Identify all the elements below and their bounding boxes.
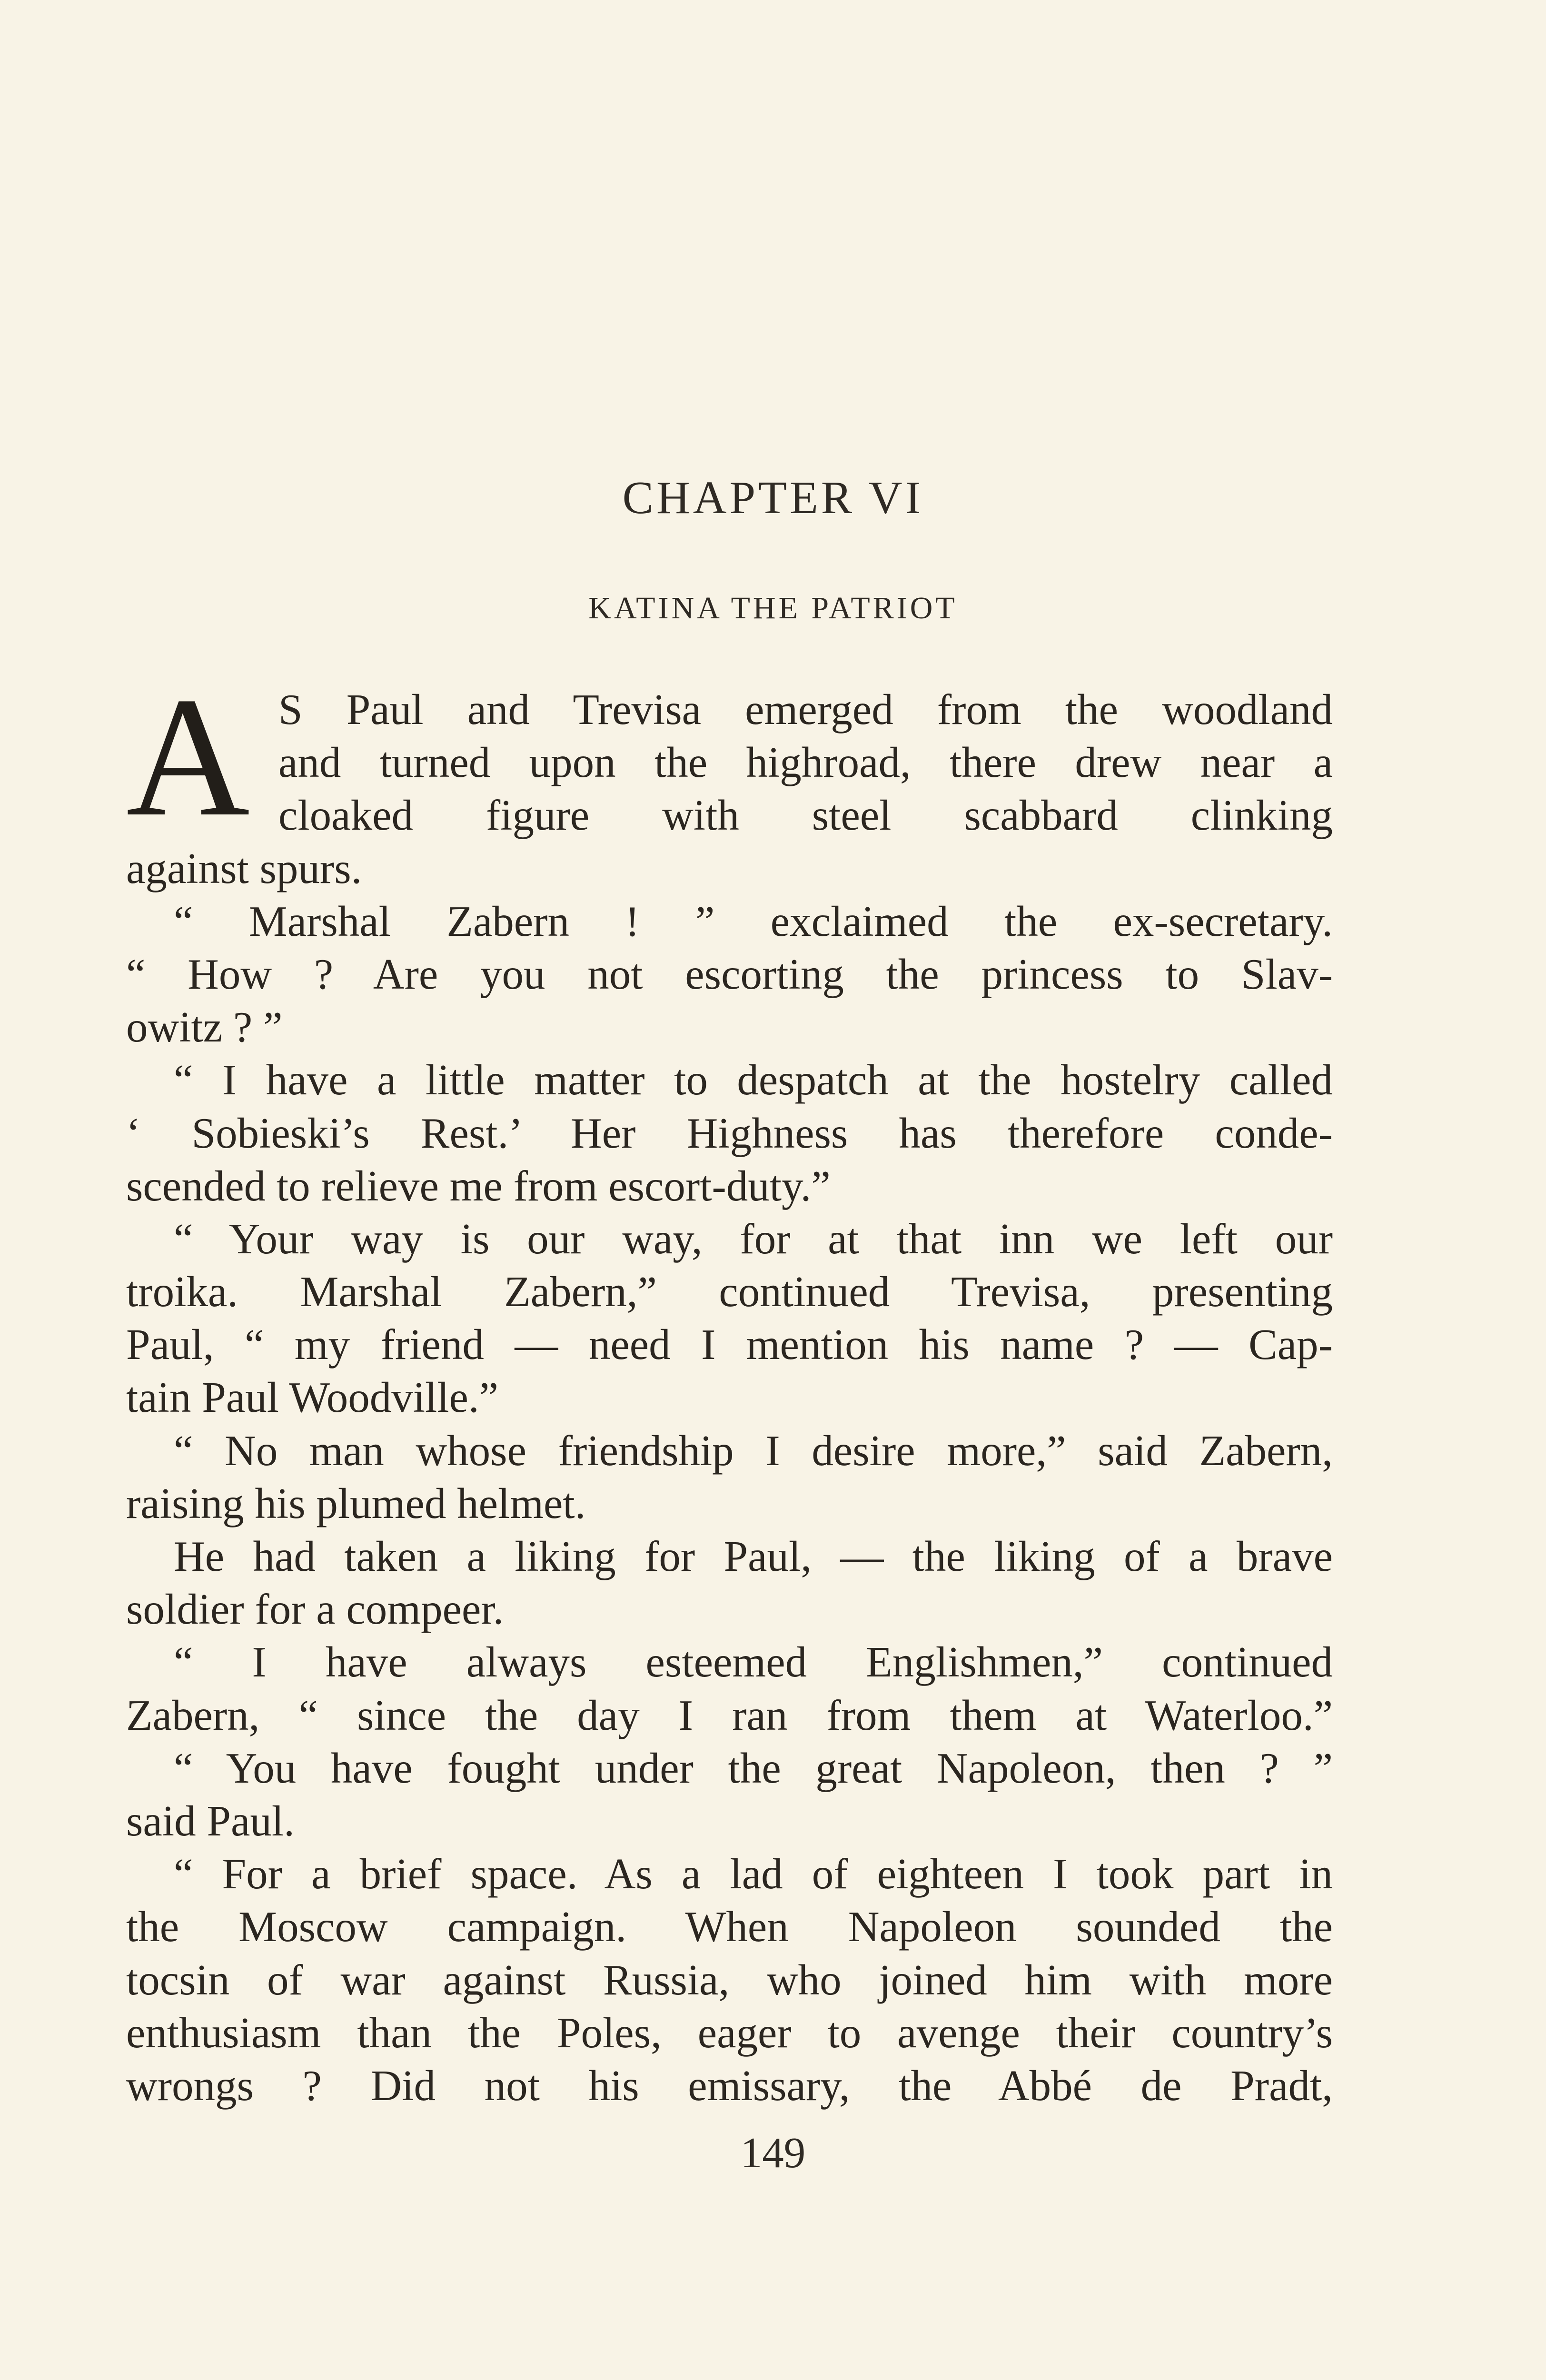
text-line: against spurs. bbox=[126, 844, 362, 892]
text-line: Paul, “ my friend — need I mention his name ? — Cap- bbox=[126, 1320, 1333, 1369]
text-line: the Moscow campaign. When Napoleon sounded the bbox=[126, 1903, 1333, 1951]
body-text bbox=[126, 683, 1333, 2112]
drop-cap: A bbox=[126, 662, 250, 852]
text-line: “ Marshal Zabern ! ” exclaimed the ex-secretary. bbox=[174, 897, 1333, 945]
text-line: scended to relieve me from escort-duty.” bbox=[126, 1161, 831, 1210]
text-line: and turned upon the highroad, there drew near a bbox=[278, 738, 1333, 787]
text-line: soldier for a compeer. bbox=[126, 1585, 504, 1634]
text-line: “ No man whose friendship I desire more,” said Zabern, bbox=[174, 1426, 1333, 1475]
text-line: raising his plumed helmet. bbox=[126, 1479, 586, 1527]
text-line: “ For a brief space. As a lad of eighteen I took part in bbox=[174, 1850, 1333, 1898]
text-line: S Paul and Trevisa emerged from the woodland bbox=[278, 685, 1333, 734]
text-line: “ I have a little matter to despatch at the hostelry called bbox=[174, 1056, 1333, 1104]
text-line: tocsin of war against Russia, who joined him with more bbox=[126, 1955, 1333, 2004]
text-line: said Paul. bbox=[126, 1796, 295, 1845]
page-number: 149 bbox=[740, 2129, 806, 2177]
text-line: Zabern, “ since the day I ran from them at Waterloo.” bbox=[126, 1691, 1333, 1739]
text-line: tain Paul Woodville.” bbox=[126, 1373, 499, 1422]
text-line: ‘ Sobieski’s Rest.’ Her Highness has therefore conde- bbox=[126, 1109, 1333, 1157]
text-line: enthusiasm than the Poles, eager to avenge their country’s bbox=[126, 2008, 1333, 2057]
text-line: “ Your way is our way, for at that inn we left our bbox=[174, 1214, 1333, 1263]
text-line: “ I have always esteemed Englishmen,” continued bbox=[174, 1638, 1333, 1686]
text-line: cloaked figure with steel scabbard clinking bbox=[278, 791, 1333, 840]
text-line: wrongs ? Did not his emissary, the Abbé de Pradt, bbox=[126, 2061, 1333, 2110]
text-line: troika. Marshal Zabern,” continued Trevisa, presenting bbox=[126, 1268, 1333, 1316]
text-line: He had taken a liking for Paul, — the liking of a brave bbox=[174, 1532, 1333, 1580]
text-line: owitz ? ” bbox=[126, 1003, 283, 1051]
text-line: “ How ? Are you not escorting the princess to Slav- bbox=[126, 950, 1333, 998]
chapter-title: CHAPTER VI bbox=[622, 472, 924, 524]
chapter-subtitle: KATINA THE PATRIOT bbox=[588, 591, 958, 625]
text-line: “ You have fought under the great Napoleon, then ? ” bbox=[174, 1744, 1333, 1792]
